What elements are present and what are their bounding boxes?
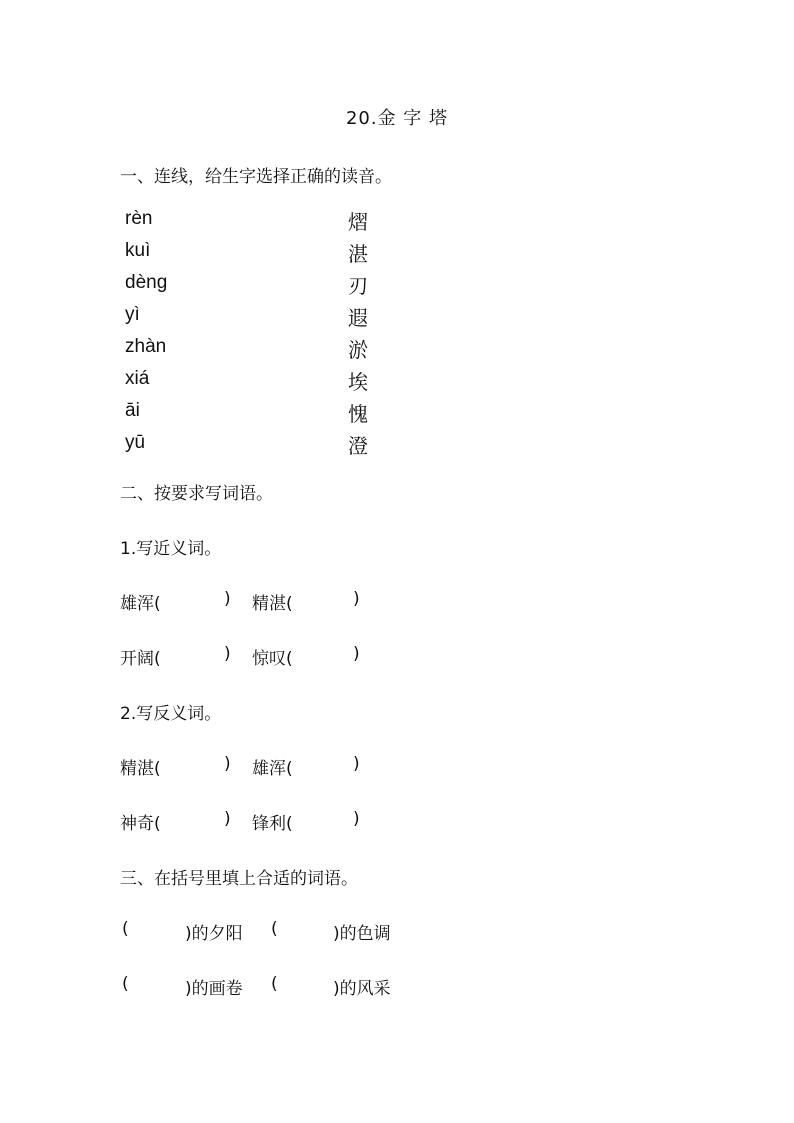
synonym-word: 雄浑( [120,594,161,614]
section-2-heading: 二、按要求写词语。 [120,484,273,504]
answer-blank[interactable]: ) [224,809,231,829]
hanzi-item: 熠 [348,210,368,234]
synonym-word: 开阔( [120,649,161,669]
hanzi-item: 刃 [348,274,368,298]
answer-blank-open[interactable]: ( [271,919,278,939]
pinyin-item: dèng [125,272,168,293]
antonym-word: 神奇( [120,814,161,834]
pinyin-item: rèn [125,208,153,229]
hanzi-item: 遐 [348,306,368,330]
answer-blank-open[interactable]: ( [122,974,129,994]
section-3-heading: 三、在括号里填上合适的词语。 [120,869,358,889]
antonym-heading: 2.写反义词。 [120,704,222,724]
hanzi-item: 澄 [348,434,368,458]
answer-blank[interactable]: ) [353,754,360,774]
phrase-suffix: )的夕阳 [185,924,243,944]
pinyin-item: xiá [125,368,150,389]
hanzi-item: 淤 [348,338,368,362]
answer-blank[interactable]: ) [224,644,231,664]
pinyin-item: kuì [125,240,151,261]
synonym-heading: 1.写近义词。 [120,539,222,559]
answer-blank-open[interactable]: ( [271,974,278,994]
answer-blank[interactable]: ) [353,589,360,609]
hanzi-item: 愧 [348,402,368,426]
pinyin-item: zhàn [125,336,167,357]
answer-blank[interactable]: ) [353,644,360,664]
antonym-word: 锋利( [252,814,293,834]
pinyin-item: āi [125,400,140,421]
answer-blank[interactable]: ) [224,754,231,774]
answer-blank[interactable]: ) [353,809,360,829]
synonym-word: 精湛( [252,594,293,614]
hanzi-item: 埃 [348,370,368,394]
phrase-suffix: )的风采 [333,979,391,999]
pinyin-item: yì [125,304,140,325]
section-1-heading: 一、连线，给生字选择正确的读音。 [120,167,392,187]
hanzi-item: 湛 [348,242,368,266]
phrase-suffix: )的色调 [333,924,391,944]
answer-blank[interactable]: ) [224,589,231,609]
synonym-word: 惊叹( [252,649,293,669]
antonym-word: 雄浑( [252,759,293,779]
answer-blank-open[interactable]: ( [122,919,129,939]
page-title: 20.金 字 塔 [345,108,449,129]
phrase-suffix: )的画卷 [185,979,243,999]
antonym-word: 精湛( [120,759,161,779]
pinyin-item: yū [125,432,146,453]
